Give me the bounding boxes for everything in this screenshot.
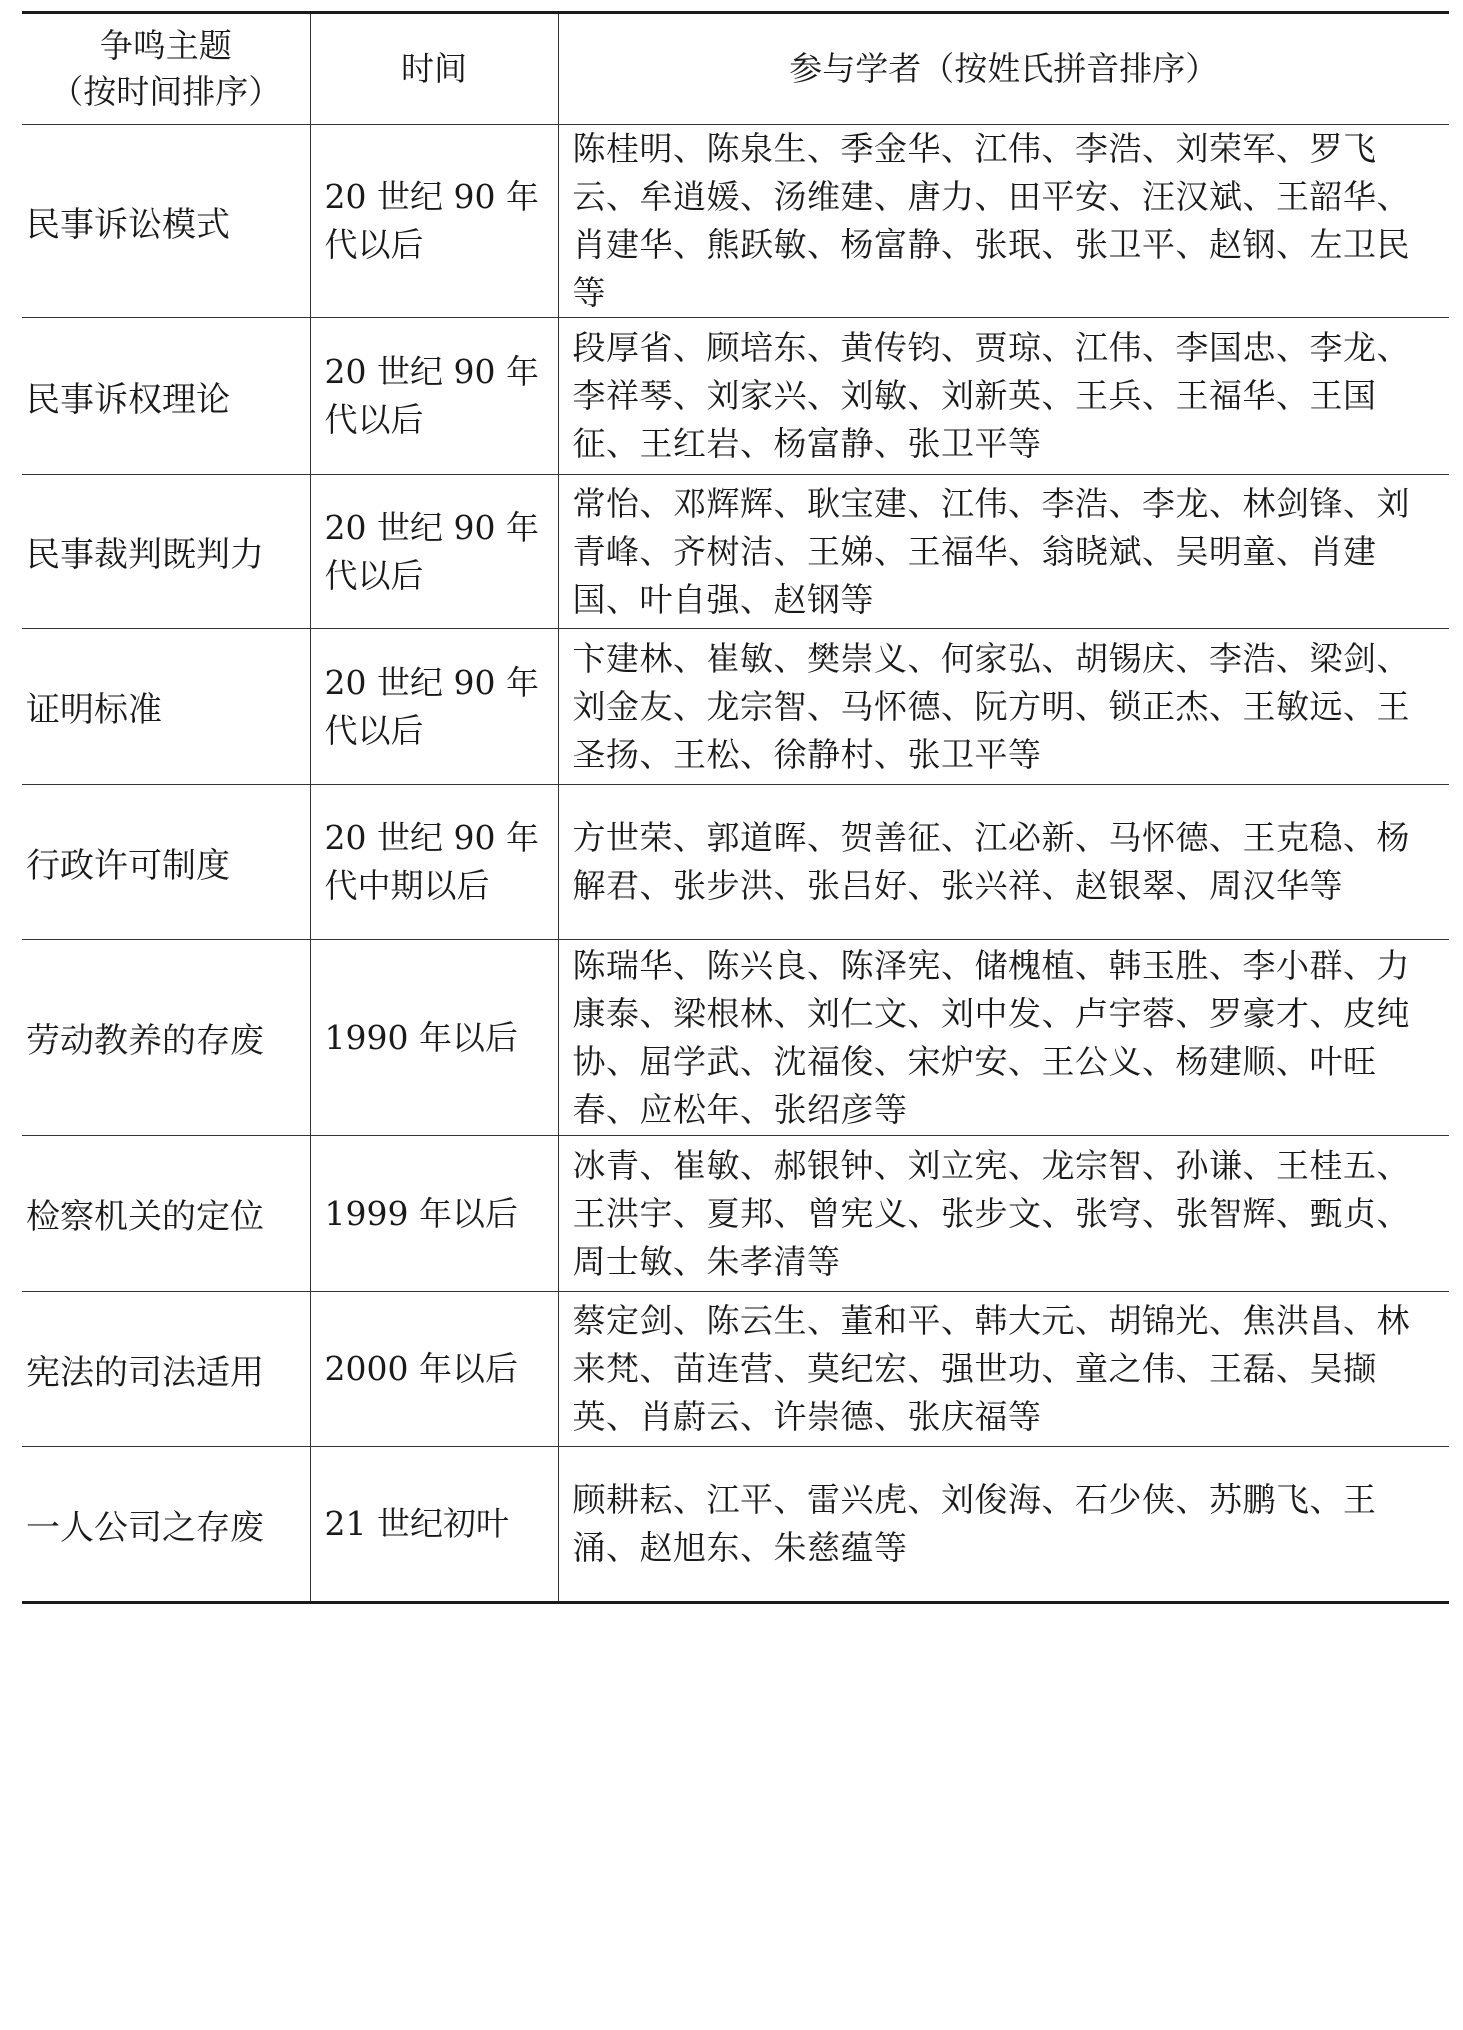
row-time: 21 世纪初叶: [310, 1447, 558, 1603]
row-topic: 证明标准: [22, 629, 310, 785]
row-topic: 检察机关的定位: [22, 1136, 310, 1292]
table-row: [22, 318, 1449, 475]
table-row: [22, 125, 1449, 318]
row-time: 20 世纪 90 年代以后: [310, 125, 558, 318]
header-scholars: 参与学者（按姓氏拼音排序）: [558, 14, 1449, 125]
row-scholars: 段厚省、顾培东、黄传钧、贾琼、江伟、李国忠、李龙、李祥琴、刘家兴、刘敏、刘新英、王兵、王福华、王国征、王红岩、杨富静、张卫平等: [558, 318, 1449, 475]
table-row: [22, 629, 1449, 785]
header-time: 时间: [310, 14, 558, 125]
row-time: 20 世纪 90 年代中期以后: [310, 785, 558, 940]
row-time: 20 世纪 90 年代以后: [310, 629, 558, 785]
row-topic: 行政许可制度: [22, 785, 310, 940]
row-scholars: 卞建林、崔敏、樊崇义、何家弘、胡锡庆、李浩、梁剑、刘金友、龙宗智、马怀德、阮方明、锁正杰、王敏远、王圣扬、王松、徐静村、张卫平等: [558, 629, 1449, 785]
header-topic-line1: 争鸣主题: [99, 26, 232, 65]
row-time: 20 世纪 90 年代以后: [310, 318, 558, 475]
row-scholars: 蔡定剑、陈云生、董和平、韩大元、胡锦光、焦洪昌、林来梵、苗连营、莫纪宏、强世功、童之伟、王磊、吴撷英、肖蔚云、许崇德、张庆福等: [558, 1292, 1449, 1447]
table-row: [22, 1447, 1449, 1603]
row-topic: 民事诉权理论: [22, 318, 310, 475]
row-scholars: 顾耕耘、江平、雷兴虎、刘俊海、石少侠、苏鹏飞、王涌、赵旭东、朱慈蕴等: [558, 1447, 1449, 1603]
row-scholars: 陈瑞华、陈兴良、陈泽宪、储槐植、韩玉胜、李小群、力康泰、梁根林、刘仁文、刘中发、卢宇蓉、罗豪才、皮纯协、屈学武、沈福俊、宋炉安、王公义、杨建顺、叶旺春、应松年、张绍彦等: [558, 940, 1449, 1136]
row-topic: 劳动教养的存废: [22, 940, 310, 1136]
table-row: [22, 475, 1449, 629]
row-time: 20 世纪 90 年代以后: [310, 475, 558, 629]
table-row: [22, 1136, 1449, 1292]
row-scholars: 冰青、崔敏、郝银钟、刘立宪、龙宗智、孙谦、王桂五、王洪宇、夏邦、曾宪义、张步文、张穹、张智辉、甄贞、周士敏、朱孝清等: [558, 1136, 1449, 1292]
header-topic-line2: （按时间排序）: [50, 72, 282, 111]
table-row: [22, 940, 1449, 1136]
row-time: 1999 年以后: [310, 1136, 558, 1292]
header-topic: [22, 14, 310, 125]
table-row: [22, 785, 1449, 940]
table-header-row: [22, 14, 1449, 125]
table-row: [22, 1292, 1449, 1447]
row-scholars: 常怡、邓辉辉、耿宝建、江伟、李浩、李龙、林剑锋、刘青峰、齐树洁、王娣、王福华、翁晓斌、吴明童、肖建国、叶自强、赵钢等: [558, 475, 1449, 629]
row-scholars: 陈桂明、陈泉生、季金华、江伟、李浩、刘荣军、罗飞云、牟逍媛、汤维建、唐力、田平安、汪汉斌、王韶华、肖建华、熊跃敏、杨富静、张珉、张卫平、赵钢、左卫民等: [558, 125, 1449, 318]
row-scholars: 方世荣、郭道晖、贺善征、江必新、马怀德、王克稳、杨解君、张步洪、张吕好、张兴祥、赵银翠、周汉华等: [558, 785, 1449, 940]
row-topic: 民事诉讼模式: [22, 125, 310, 318]
debate-topics-table: [22, 14, 1449, 1604]
row-time: 2000 年以后: [310, 1292, 558, 1447]
row-topic: 一人公司之存废: [22, 1447, 310, 1603]
row-time: 1990 年以后: [310, 940, 558, 1136]
row-topic: 民事裁判既判力: [22, 475, 310, 629]
row-topic: 宪法的司法适用: [22, 1292, 310, 1447]
